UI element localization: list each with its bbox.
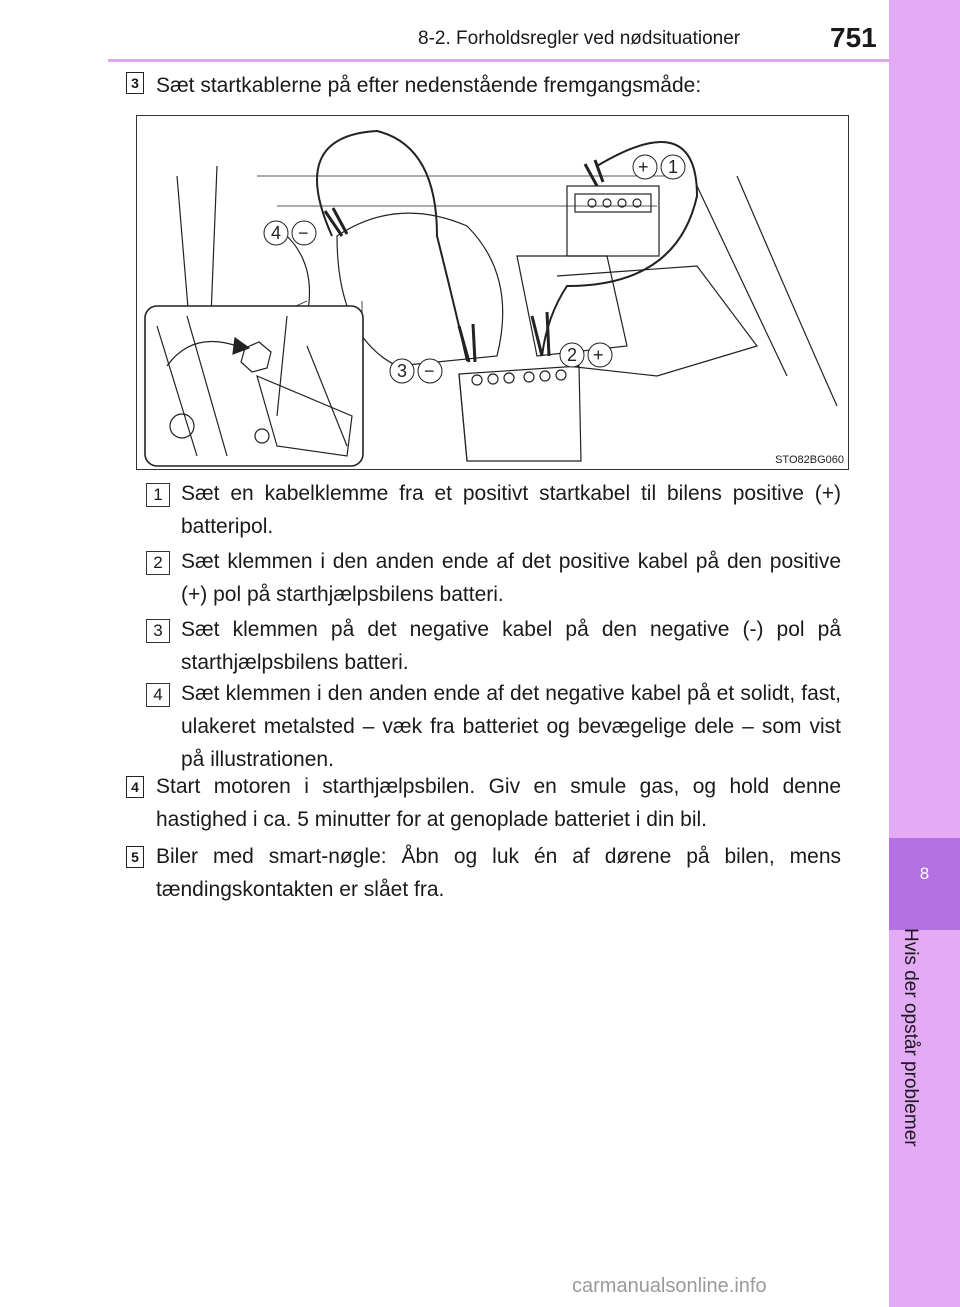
chapter-number: 8 <box>919 864 930 883</box>
substep-number: 2 <box>146 551 170 575</box>
callout-3-number: 3 <box>397 361 408 381</box>
callout-1-number: 1 <box>668 157 679 177</box>
callout-4 <box>264 221 316 245</box>
step-number-box: 5 <box>126 846 144 868</box>
section-title: 8-2. Forholdsregler ved nødsituationer <box>418 28 741 49</box>
illustration-code: STO82BG060 <box>775 454 844 466</box>
substep-text: Sæt klemmen i den anden ende af det negative kabel på et solidt, fast, ulakeret metalsted – væk fra batteriet og bevægelige dele – som vist på illustrationen. <box>181 682 841 771</box>
engine-bay-drawing <box>137 116 848 469</box>
substep-number: 4 <box>146 683 170 707</box>
step-text: Start motoren i starthjælpsbilen. Giv en smule gas, og hold denne hastighed i ca. 5 minutter for at genoplade batteriet i din bil. <box>156 775 841 831</box>
substep-number: 3 <box>146 619 170 643</box>
substep-text: Sæt klemmen på det negative kabel på den negative (-) pol på starthjælpsbilens batteri. <box>181 618 841 674</box>
callout-4-sign: − <box>298 223 309 243</box>
callout-3 <box>390 359 442 383</box>
header-rule <box>108 59 890 62</box>
step-text: Biler med smart-nøgle: Åbn og luk én af dørene på bilen, mens tændingskontakten er slået fra. <box>156 845 841 901</box>
callout-2-sign: + <box>593 345 604 365</box>
page-number: 751 <box>830 22 877 53</box>
chapter-number-box <box>889 838 960 930</box>
step-text: Sæt startkablerne på efter nedenstående fremgangsmåde: <box>156 74 702 97</box>
chapter-title: Hvis der opstår problemer <box>900 928 921 1147</box>
substep-text: Sæt en kabelklemme fra et positivt startkabel til bilens positive (+) batteripol. <box>181 482 841 538</box>
step-number-box: 3 <box>126 72 144 94</box>
watermark: carmanualsonline.info <box>572 1275 767 1297</box>
jump-start-illustration <box>136 115 849 470</box>
substep-text: Sæt klemmen i den anden ende af det positive kabel på den positive (+) pol på starthjælpsbilens batteri. <box>181 550 841 606</box>
callout-4-number: 4 <box>271 223 282 243</box>
callout-2-number: 2 <box>567 345 578 365</box>
callout-1 <box>633 155 685 179</box>
callout-1-sign: + <box>638 157 649 177</box>
callout-3-sign: − <box>424 361 435 381</box>
callout-2 <box>560 343 612 367</box>
substep-number: 1 <box>146 483 170 507</box>
step-number-box: 4 <box>126 776 144 798</box>
